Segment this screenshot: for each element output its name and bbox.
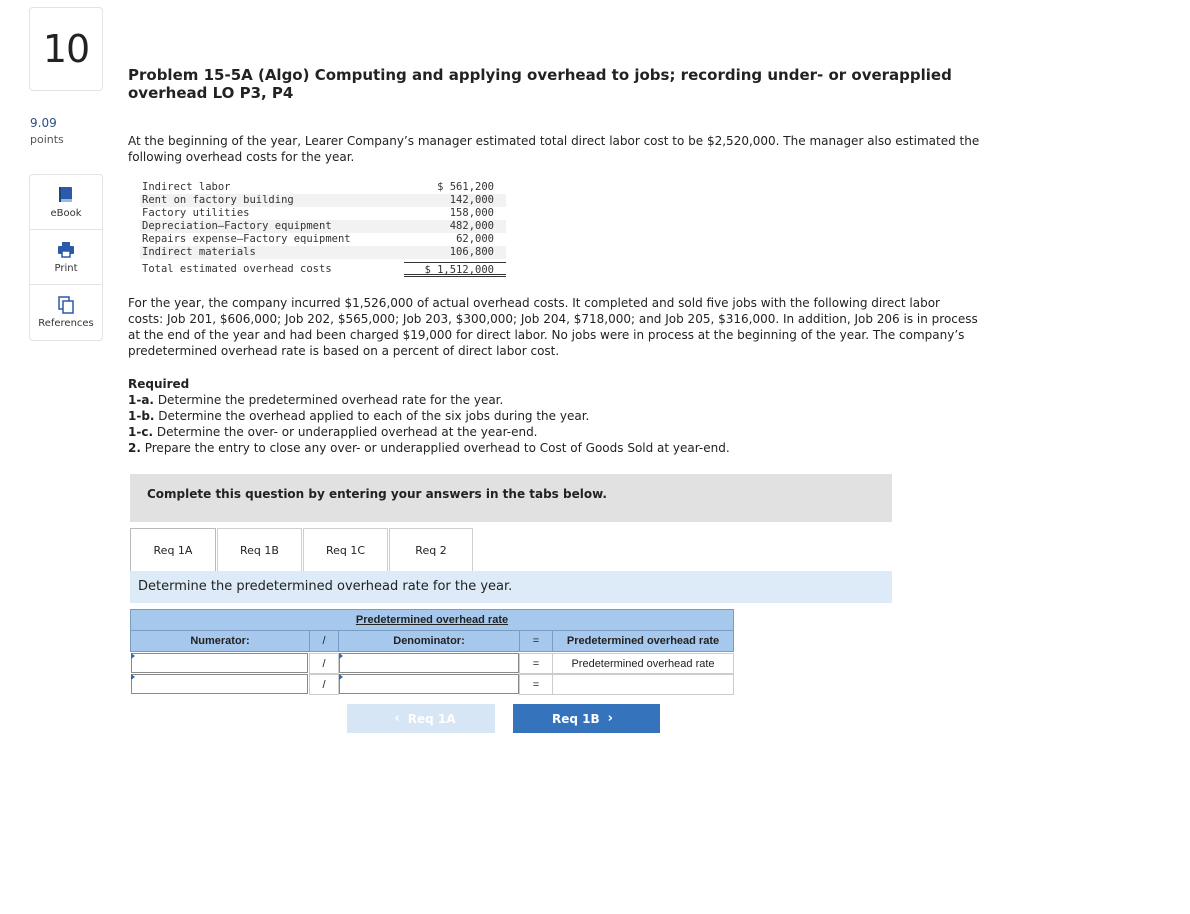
denominator-input[interactable] [339,653,519,673]
cost-row [140,233,506,246]
cost-label: Rent on factory building [142,194,294,206]
cost-row [140,207,506,220]
ebook-button[interactable] [30,175,102,230]
printer-icon [57,241,75,259]
denominator-header: Denominator: [338,630,520,652]
print-button[interactable] [30,230,102,285]
input-marker [339,674,343,680]
result-header: Predetermined overhead rate [552,630,734,652]
required-item-num: 1-b. [128,409,155,423]
required-heading: Required [128,377,190,391]
prev-tab-button [347,704,495,733]
references-label: References [38,318,94,329]
equals-symbol: = [519,653,553,674]
required-item-text: Determine the predetermined overhead rate for the year. [154,393,504,407]
cost-label: Factory utilities [142,207,250,219]
book-icon [57,186,75,204]
cost-value: 158,000 [449,207,494,219]
divide-symbol: / [309,674,339,695]
cost-label: Indirect labor [142,181,231,193]
numerator-input[interactable] [131,674,308,694]
required-item-text: Determine the overhead applied to each of the six jobs during the year. [154,409,590,423]
cost-label: Depreciation—Factory equipment [142,220,332,232]
cost-row [140,246,506,259]
tools-panel [29,174,103,341]
instruction-text: Determine the predetermined overhead rate for the year. [138,579,513,594]
required-item [128,392,978,408]
next-tab-button[interactable] [513,704,660,733]
chevron-left-icon: ‹ [394,711,400,726]
cost-row [140,181,506,194]
cost-total-row [140,262,506,277]
cost-total-label: Total estimated overhead costs [142,263,332,275]
next-tab-label: Req 1B [551,711,600,726]
equals-symbol: = [519,630,553,652]
table-title-cell [130,609,734,631]
problem-details: For the year, the company incurred $1,526,000 of actual overhead costs. It completed and sold five jobs with the following direct labor costs: Job 201, $606,000; Job 202, $565,000; Job 203, $300,000; Job 204, $718,000; and Job 205, $316,000. In addition, Job 206 is in process at the end of the year and had been charged $19,000 for direct labor. No jobs were in process at the beginning of the year. The company’s predetermined overhead rate is based on a percent of direct labor cost. [128,296,978,358]
references-button[interactable] [30,285,102,340]
problem-intro: At the beginning of the year, Learer Company’s manager estimated total direct labor cost to be $2,520,000. The manager also estimated the following overhead costs for the year. [128,134,980,164]
problem-title: Problem 15-5A (Algo) Computing and applying overhead to jobs; recording under- or overapplied overhead LO P3, P4 [128,66,952,102]
required-item [128,440,978,456]
tab-req-1b[interactable]: Req 1B [217,528,302,571]
input-marker [131,674,135,680]
cost-total-value: $ 1,512,000 [404,262,506,277]
cost-value: 482,000 [449,220,494,232]
print-label: Print [54,262,78,274]
cost-label: Repairs expense—Factory equipment [142,233,351,245]
cost-value: 142,000 [449,194,494,206]
cost-value: $ 561,200 [437,181,494,193]
denominator-input[interactable] [339,674,519,694]
equals-symbol: = [519,674,553,695]
overhead-cost-table [140,181,506,277]
required-item [128,424,978,440]
cost-value: 106,800 [449,246,494,258]
required-item-num: 1-a. [128,393,154,407]
points-value: 9.09 [30,116,57,130]
cost-label: Indirect materials [142,246,256,258]
result-input[interactable] [552,674,734,695]
cost-row [140,220,506,233]
question-number: 10 [29,7,103,91]
input-marker [131,653,135,659]
prev-tab-label: Req 1A [407,711,456,726]
divide-symbol: / [309,630,339,652]
complete-banner-text: Complete this question by entering your answers in the tabs below. [147,487,607,501]
input-marker [339,653,343,659]
references-icon [57,296,75,314]
required-item-num: 1-c. [128,425,154,439]
tab-req-1c[interactable]: Req 1C [303,528,388,571]
required-item-text: Determine the over- or underapplied overhead at the year-end. [153,425,538,439]
tab-req-1a[interactable]: Req 1A [130,528,216,571]
numerator-input[interactable] [131,653,308,673]
result-cell: Predetermined overhead rate [552,653,734,674]
numerator-header: Numerator: [130,630,310,652]
required-item [128,408,978,424]
ebook-label: eBook [50,207,82,219]
points-label: points [30,133,64,146]
cost-value: 62,000 [456,233,494,245]
instruction-bar [130,571,892,603]
cost-row [140,194,506,207]
required-item-num: 2. [128,441,141,455]
table-title: Predetermined overhead rate [355,614,509,626]
tab-req-2[interactable]: Req 2 [389,528,473,571]
requirement-tabs [130,528,474,570]
chevron-right-icon: › [607,711,613,726]
overhead-rate-table [130,609,734,695]
required-section [128,376,978,456]
divide-symbol: / [309,653,339,674]
required-item-text: Prepare the entry to close any over- or underapplied overhead to Cost of Goods Sold at year-end. [140,441,730,455]
complete-banner [130,474,892,522]
